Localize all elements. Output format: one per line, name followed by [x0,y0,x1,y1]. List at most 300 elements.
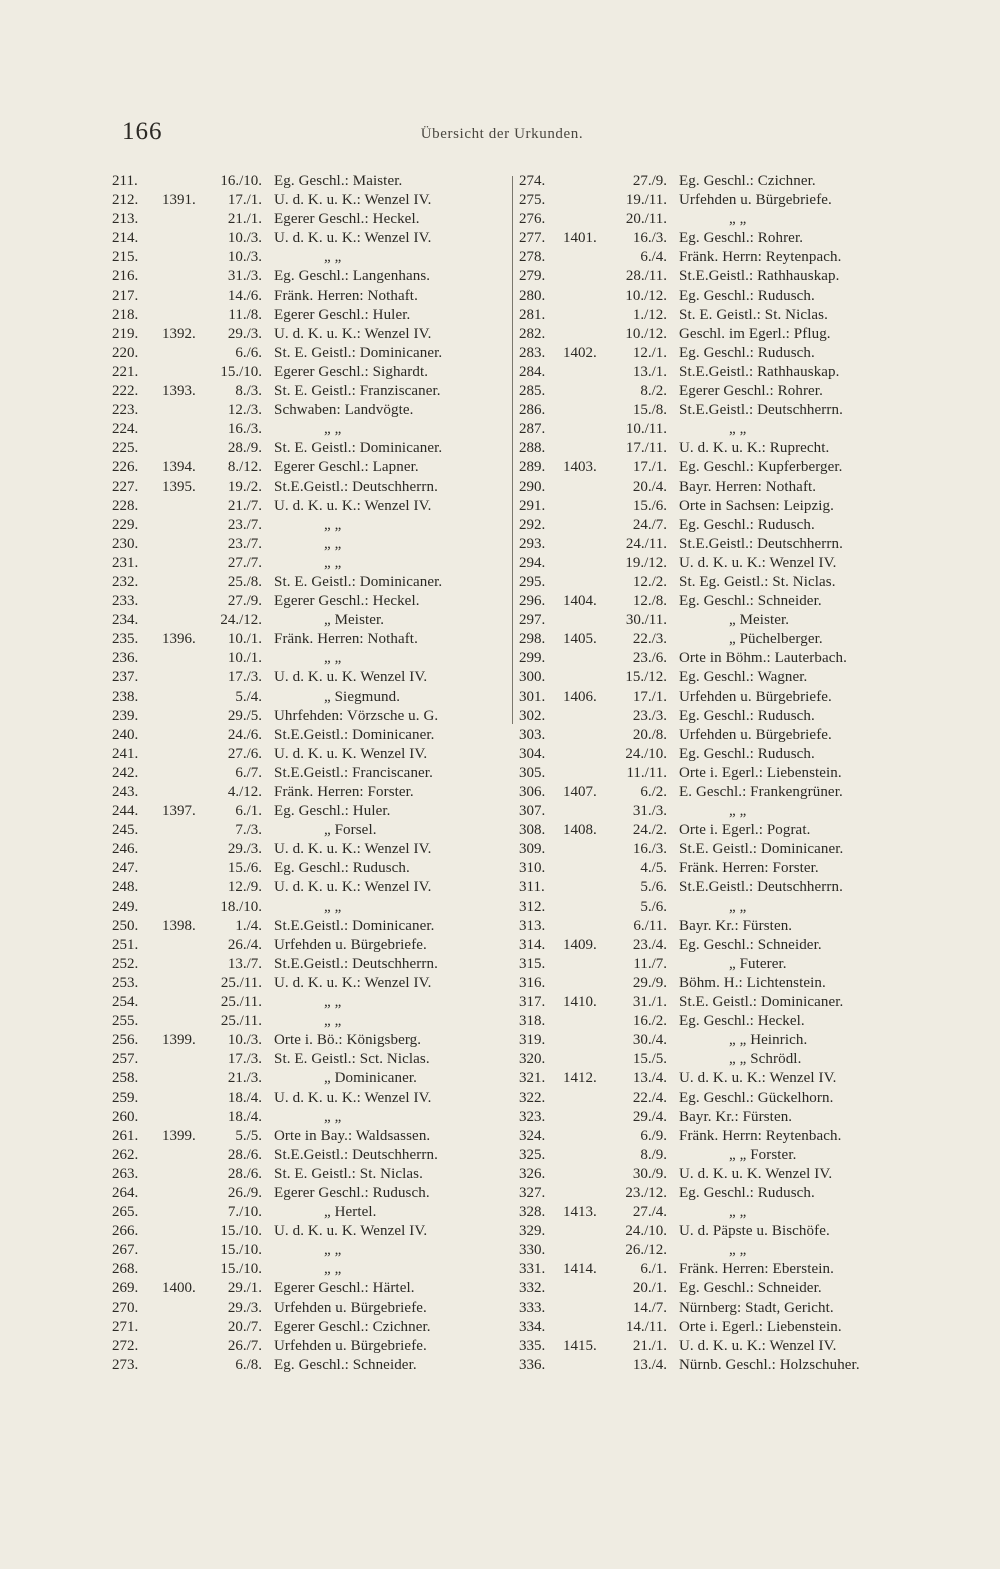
entry-number: 322. [519,1089,546,1106]
entry-number: 284. [519,363,546,380]
entry-description: „ „ [324,898,342,915]
entry-year: 1391. [162,192,196,209]
entry-description: „ „ [324,994,342,1011]
entry-description: U. d. K. u. K.: Wenzel IV. [274,974,432,991]
entry-date: 6./4. [640,249,667,266]
entry-description: „ „ [324,1242,342,1259]
entry-number: 258. [112,1070,139,1087]
entry-date: 29./9. [632,974,667,991]
entry-number: 269. [112,1280,139,1297]
entry-description: „ „ [729,1242,747,1259]
entry-date: 1./4. [235,917,262,934]
entry-number: 328. [519,1204,546,1221]
entry-description: St. E. Geistl.: Dominicaner. [274,573,443,590]
entry-description: St.E. Geistl.: Dominicaner. [679,841,844,858]
entry-date: 29./3. [227,841,262,858]
entry-description: St. E. Geistl.: Dominicaner. [274,440,443,457]
entry-row [112,802,512,821]
entry-date: 23./3. [632,707,667,724]
entry-row [112,382,512,401]
entry-number: 296. [519,593,546,610]
entry-date: 12./9. [227,879,262,896]
entry-date: 27./9. [227,593,262,610]
entry-row [112,1108,512,1127]
entry-number: 247. [112,860,139,877]
entry-description: „ „ [729,1204,747,1221]
entry-date: 26./12. [625,1242,667,1259]
entry-number: 302. [519,707,546,724]
entry-year: 1404. [563,593,597,610]
entry-date: 17./1. [632,459,667,476]
entry-description: Eg. Geschl.: Rudusch. [274,860,410,877]
entry-number: 220. [112,344,139,361]
entry-row [519,668,919,687]
entry-description: St.E.Geistl.: Deutschherrn. [679,879,843,896]
entry-row [519,325,919,344]
entry-number: 233. [112,593,139,610]
running-title: Übersicht der Urkunden. [420,126,584,142]
entry-date: 19./12. [625,554,667,571]
entry-description: St. E. Geistl.: Dominicaner. [274,344,443,361]
entry-number: 282. [519,325,546,342]
entry-number: 304. [519,745,546,762]
entry-row [519,478,919,497]
entry-row [519,516,919,535]
entry-number: 228. [112,497,139,514]
entry-number: 268. [112,1261,139,1278]
entry-date: 26./4. [227,936,262,953]
entry-date: 10./12. [625,325,667,342]
entry-description: „ „ [324,554,342,571]
entry-year: 1412. [563,1070,597,1087]
entry-row [519,764,919,783]
entry-description: Eg. Geschl.: Huler. [274,803,391,820]
entry-description: Eg. Geschl.: Schneider. [679,593,822,610]
entry-date: 6./8. [235,1356,262,1373]
entry-description: Eg. Geschl.: Heckel. [679,1013,805,1030]
entry-row [519,1108,919,1127]
entry-number: 305. [519,764,546,781]
entry-number: 315. [519,955,546,972]
entry-row [519,363,919,382]
entry-description: Fränk. Herrn: Reytenpach. [679,249,842,266]
entry-description: Orte in Bay.: Waldsassen. [274,1127,431,1144]
entry-date: 24./10. [625,745,667,762]
entry-date: 8./12. [227,459,262,476]
entry-row [112,401,512,420]
entry-description: Urfehden u. Bürgebriefe. [274,1299,427,1316]
entry-number: 232. [112,573,139,590]
entry-number: 271. [112,1318,139,1335]
entry-date: 15./10. [220,1223,262,1240]
entry-number: 217. [112,287,139,304]
entry-year: 1398. [162,917,196,934]
entry-year: 1405. [563,631,597,648]
entry-year: 1408. [563,822,597,839]
entry-number: 318. [519,1013,546,1030]
entry-description: „ Meister. [324,612,385,629]
entry-number: 246. [112,841,139,858]
entry-row [112,707,512,726]
entry-date: 23./7. [227,516,262,533]
entry-description: St.E.Geistl.: Deutschherrn. [679,402,843,419]
entry-description: Eg. Geschl.: Kupferberger. [679,459,843,476]
entry-row [112,898,512,917]
entry-date: 20./11. [625,211,667,228]
entry-date: 30./11. [625,612,667,629]
entry-date: 7./10. [227,1204,262,1221]
entry-row [519,191,919,210]
entry-row [519,172,919,191]
entry-description: Eg. Geschl.: Rudusch. [679,745,815,762]
entry-row [519,1318,919,1337]
entry-description: St.E.Geistl.: Deutschherrn. [274,1146,438,1163]
left-column [112,172,512,1375]
entry-date: 26./9. [227,1184,262,1201]
entry-date: 13./4. [632,1356,667,1373]
entry-date: 15./10. [220,1242,262,1259]
entry-row [112,458,512,477]
entry-date: 1./12. [632,306,667,323]
entry-description: St.E.Geistl.: Franciscaner. [274,764,433,781]
entry-row [112,917,512,936]
entry-description: Orte i. Egerl.: Liebenstein. [679,764,842,781]
page-number: 166 [122,118,163,145]
entry-number: 273. [112,1356,139,1373]
entry-description: „ „ Heinrich. [729,1032,808,1049]
entry-row [519,1031,919,1050]
entry-number: 299. [519,650,546,667]
entry-description: U. d. K. u. K.: Wenzel IV. [274,325,432,342]
entry-number: 291. [519,497,546,514]
entry-row [112,1203,512,1222]
entry-row [519,1012,919,1031]
entry-description: Egerer Geschl.: Lapner. [274,459,419,476]
entry-date: 10./3. [227,249,262,266]
entry-description: St.E.Geistl.: Dominicaner. [274,726,435,743]
entry-date: 10./1. [227,631,262,648]
entry-description: Eg. Geschl.: Czichner. [679,173,816,189]
entry-date: 28./6. [227,1165,262,1182]
entry-date: 15./12. [625,669,667,686]
entry-description: „ Meister. [729,612,790,629]
entry-number: 240. [112,726,139,743]
entry-date: 19./2. [227,478,262,495]
entry-description: Urfehden u. Bürgebriefe. [274,936,427,953]
entry-description: Urfehden u. Bürgebriefe. [274,1337,427,1354]
entry-row [519,306,919,325]
entry-date: 28./11. [625,268,667,285]
entry-description: St. E. Geistl.: Franziscaner. [274,383,441,400]
entry-row [112,535,512,554]
entry-date: 4./5. [640,860,667,877]
entry-number: 335. [519,1337,546,1354]
entry-row [519,1165,919,1184]
entry-description: U. d. K. u. K.: Wenzel IV. [274,1089,432,1106]
entry-number: 272. [112,1337,139,1354]
entry-number: 243. [112,784,139,800]
entry-row [112,497,512,516]
entry-date: 10./11. [625,421,667,438]
entry-number: 245. [112,822,139,839]
entry-description: Egerer Geschl.: Heckel. [274,593,420,610]
entry-number: 218. [112,306,139,323]
entry-row [112,668,512,687]
entry-description: Schwaben: Landvögte. [274,402,414,419]
entry-number: 290. [519,478,546,495]
entry-date: 6./11. [633,917,667,934]
entry-number: 325. [519,1146,546,1163]
entry-year: 1414. [563,1261,597,1278]
entry-date: 5./6. [640,879,667,896]
entry-date: 20./7. [227,1318,262,1335]
entry-date: 24./7. [632,516,667,533]
entry-description: Egerer Geschl.: Huler. [274,306,411,323]
entry-row [112,516,512,535]
entry-row [519,1069,919,1088]
entry-date: 16./3. [632,230,667,247]
entry-row [112,840,512,859]
entry-row [519,1260,919,1279]
entry-number: 248. [112,879,139,896]
entry-date: 16./3. [227,421,262,438]
entry-description: Egerer Geschl.: Rohrer. [679,383,823,400]
entry-number: 317. [519,994,546,1011]
entry-row [519,649,919,668]
entry-row [112,325,512,344]
entry-number: 225. [112,440,139,457]
entry-description: „ „ [729,898,747,915]
entry-row [519,592,919,611]
entry-date: 12./8. [632,593,667,610]
entry-number: 303. [519,726,546,743]
entry-description: Orte i. Egerl.: Pograt. [679,822,811,839]
entry-date: 15./8. [632,402,667,419]
entry-row [112,1089,512,1108]
entry-description: U. d. K. u. K.: Wenzel IV. [679,1337,837,1354]
entry-date: 5./5. [235,1127,262,1144]
entry-date: 16./3. [632,841,667,858]
entry-row [519,611,919,630]
entry-number: 312. [519,898,546,915]
entry-number: 257. [112,1051,139,1068]
entry-date: 30./9. [632,1165,667,1182]
entry-row [112,191,512,210]
entry-number: 227. [112,478,139,495]
entry-row [112,573,512,592]
entry-row [112,783,512,802]
entry-date: 26./7. [227,1337,262,1354]
page-header [122,118,882,148]
entry-description: E. Geschl.: Frankengrüner. [679,784,843,800]
entry-date: 5./6. [640,898,667,915]
entry-row [112,955,512,974]
entry-date: 27./9. [632,173,667,189]
entry-date: 22./4. [632,1089,667,1106]
entry-description: Bayr. Kr.: Fürsten. [679,1108,793,1125]
entry-date: 17./3. [227,1051,262,1068]
entry-row [112,1031,512,1050]
entry-description: Egerer Geschl.: Härtel. [274,1280,415,1297]
entry-row [519,840,919,859]
entry-description: Eg. Geschl.: Schneider. [679,1280,822,1297]
entry-date: 25./11. [220,974,262,991]
entry-number: 239. [112,707,139,724]
entry-date: 10./12. [625,287,667,304]
entry-number: 237. [112,669,139,686]
entry-number: 293. [519,535,546,552]
entry-description: Eg. Geschl.: Rohrer. [679,230,804,247]
entry-number: 308. [519,822,546,839]
entry-date: 31./1. [632,994,667,1011]
entry-number: 236. [112,650,139,667]
entry-description: U. d. K. u. K.: Wenzel IV. [274,497,432,514]
entry-date: 7./3. [235,822,262,839]
entry-row [112,1337,512,1356]
entry-row [519,955,919,974]
entry-description: Eg. Geschl.: Langenhans. [274,268,431,285]
entry-number: 212. [112,192,139,209]
entry-date: 29./5. [227,707,262,724]
entry-description: Fränk. Herren: Forster. [679,860,819,877]
entry-number: 242. [112,764,139,781]
entry-row [519,783,919,802]
entry-date: 25./11. [220,994,262,1011]
entry-description: Böhm. H.: Lichtenstein. [679,974,826,991]
entry-row [112,1146,512,1165]
entry-description: U. d. K. u. K.: Wenzel IV. [274,841,432,858]
entry-date: 24./10. [625,1223,667,1240]
entry-number: 330. [519,1242,546,1259]
entry-date: 15./10. [220,363,262,380]
entry-date: 22./3. [632,631,667,648]
entry-year: 1393. [162,383,196,400]
entry-date: 28./9. [227,440,262,457]
entry-date: 23./6. [632,650,667,667]
entry-row [519,1356,919,1375]
entry-year: 1410. [563,994,597,1011]
entry-year: 1406. [563,688,597,705]
entry-number: 253. [112,974,139,991]
entry-year: 1413. [563,1204,597,1221]
entry-number: 219. [112,325,139,342]
entry-description: St. Eg. Geistl.: St. Niclas. [679,573,836,590]
entry-date: 11./7. [633,955,667,972]
entry-description: U. d. Päpste u. Bischöfe. [679,1223,830,1240]
entry-description: Eg. Geschl.: Schneider. [679,936,822,953]
entry-description: St.E.Geistl.: Deutschherrn. [274,478,438,495]
entry-number: 278. [519,249,546,266]
entry-row [519,401,919,420]
entry-number: 224. [112,421,139,438]
entry-date: 29./1. [227,1280,262,1297]
entry-row [112,936,512,955]
entry-date: 15./6. [227,860,262,877]
entry-date: 24./6. [227,726,262,743]
entry-date: 6./1. [640,1261,667,1278]
entry-date: 29./3. [227,325,262,342]
entry-number: 309. [519,841,546,858]
entry-row [112,745,512,764]
entry-description: „ „ [324,1261,342,1278]
entry-number: 266. [112,1223,139,1240]
entry-number: 287. [519,421,546,438]
entry-description: „ „ [324,1108,342,1125]
entry-date: 18./10. [220,898,262,915]
entry-row [519,726,919,745]
entry-date: 6./1. [235,803,262,820]
entry-description: „ Forsel. [324,822,377,839]
entry-description: St.E. Geistl.: Dominicaner. [679,994,844,1011]
entry-number: 226. [112,459,139,476]
entry-number: 254. [112,994,139,1011]
entry-row [112,630,512,649]
entry-row [519,344,919,363]
entry-number: 241. [112,745,139,762]
entry-date: 24./12. [220,612,262,629]
entry-year: 1407. [563,784,597,800]
entry-row [519,573,919,592]
entry-date: 31./3. [632,803,667,820]
entry-description: Nürnb. Geschl.: Holzschuher. [679,1356,860,1373]
entry-row [519,1241,919,1260]
entry-description: Egerer Geschl.: Rudusch. [274,1184,430,1201]
entry-description: U. d. K. u. K. Wenzel IV. [274,669,428,686]
entry-year: 1415. [563,1337,597,1354]
entry-row [519,993,919,1012]
entry-number: 255. [112,1013,139,1030]
entry-number: 319. [519,1032,546,1049]
entry-row [519,1184,919,1203]
entry-number: 295. [519,573,546,590]
entry-description: St. E. Geistl.: St. Niclas. [679,306,828,323]
entry-row [519,1146,919,1165]
entry-row [519,630,919,649]
entry-number: 333. [519,1299,546,1316]
entry-row [112,229,512,248]
entry-description: „ „ [324,249,342,266]
entry-number: 332. [519,1280,546,1297]
entry-number: 244. [112,803,139,820]
entry-description: St.E.Geistl.: Rathhauskap. [679,268,840,285]
entry-description: Bayr. Herren: Nothaft. [679,478,817,495]
entry-number: 306. [519,784,546,800]
entry-row [112,248,512,267]
entry-description: Eg. Geschl.: Rudusch. [679,344,815,361]
entry-description: Egerer Geschl.: Sighardt. [274,363,429,380]
entry-date: 18./4. [227,1089,262,1106]
entry-number: 221. [112,363,139,380]
entry-row [112,1318,512,1337]
entry-number: 301. [519,688,546,705]
entry-row [519,1222,919,1241]
entry-number: 229. [112,516,139,533]
entry-date: 10./3. [227,1032,262,1049]
entry-date: 25./8. [227,573,262,590]
entry-number: 316. [519,974,546,991]
entry-number: 249. [112,898,139,915]
entry-year: 1396. [162,631,196,648]
entry-description: „ „ [324,650,342,667]
entry-year: 1399. [162,1032,196,1049]
entry-description: „ „ [729,421,747,438]
entry-date: 20./1. [632,1280,667,1297]
entry-number: 235. [112,631,139,648]
entry-number: 292. [519,516,546,533]
entry-number: 263. [112,1165,139,1182]
entry-number: 256. [112,1032,139,1049]
entry-row [519,1203,919,1222]
